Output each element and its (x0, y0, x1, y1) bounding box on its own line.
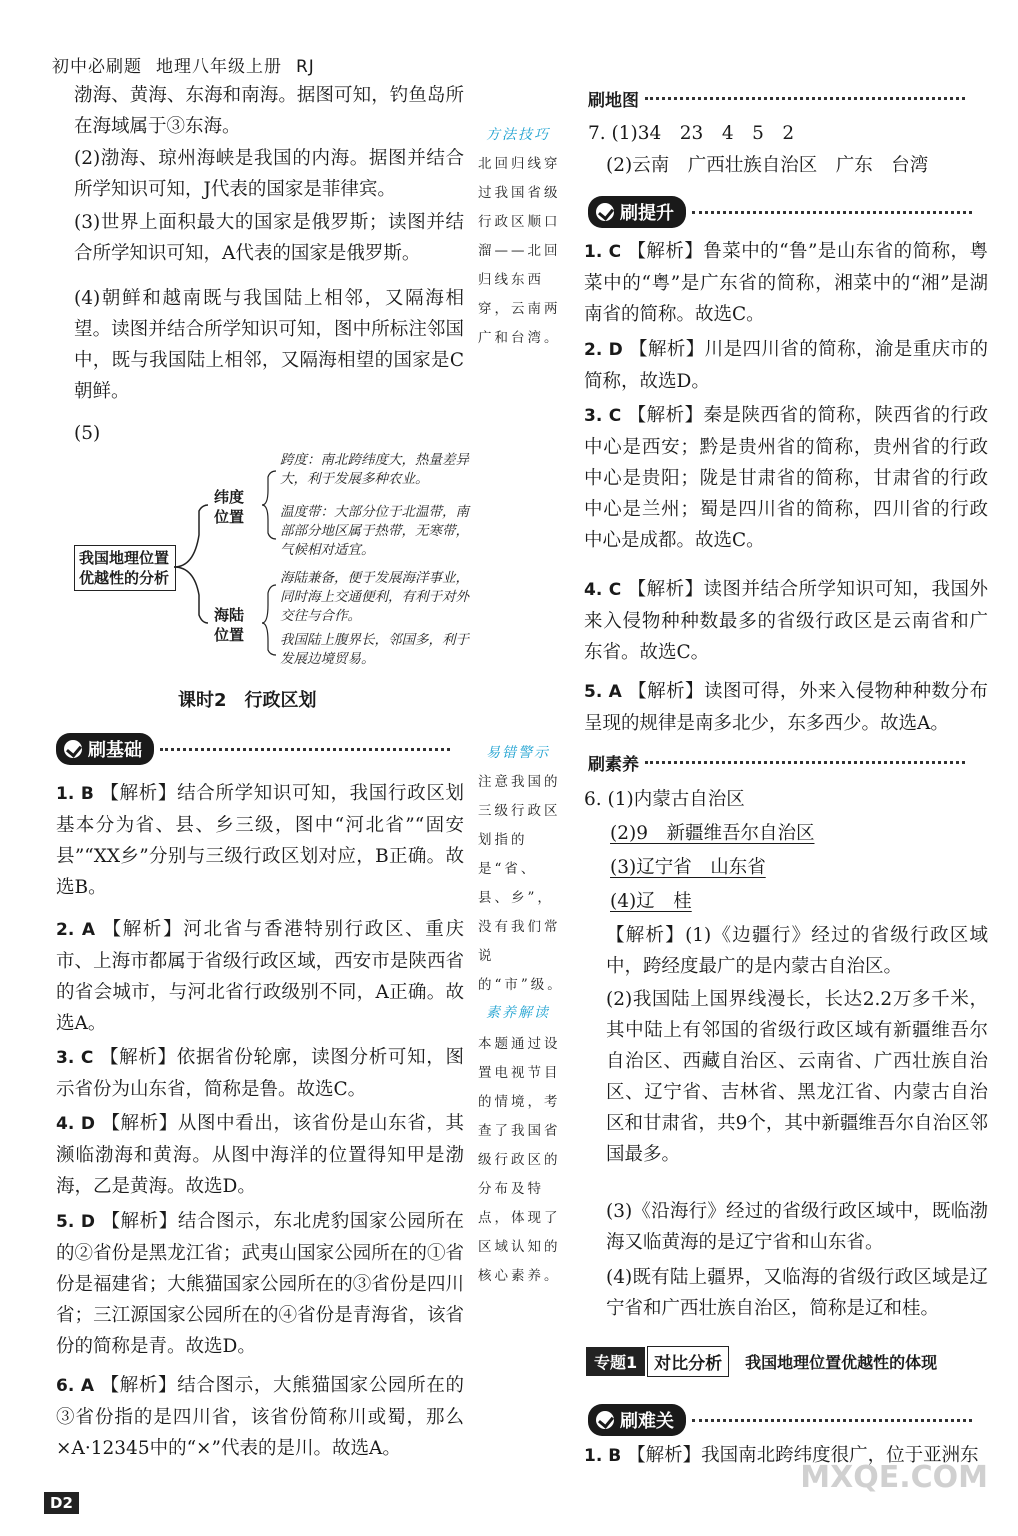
answer-2 (56, 914, 464, 1039)
section-basic-label: 刷基础 (88, 740, 142, 761)
answer-number: 1. B (56, 784, 94, 804)
section-basic (56, 733, 450, 765)
note-sea-access: 海陆兼备，便于发展海洋事业，同时海上交通便利，有利于对外交往与合作。 (280, 570, 469, 624)
para-4: (4)朝鲜和越南既与我国陆上相邻，又隔海相望。读图并结合所学知识可知，图中所标注邻国中，既与我国陆上相邻，又隔海相望的国家是C朝鲜。 (74, 288, 464, 402)
check-icon (596, 1411, 614, 1429)
answer-number: 5. A (584, 682, 622, 702)
improve-2 (584, 334, 988, 397)
answer-7-part1: 7. (1)34 23 4 5 2 (588, 123, 795, 144)
book-name: 初中必刷题 (52, 57, 142, 77)
answer-7-part2: (2)云南 广西壮族自治区 广东 台湾 (606, 155, 929, 176)
answer-number: 2. A (56, 920, 96, 940)
section-improve-label: 刷提升 (620, 203, 674, 224)
page-number: D2 (44, 1492, 79, 1514)
literacy-6-explain-2: (2)我国陆上国界线漫长，长达2.2万多千米，其中陆上有邻国的省级行政区域有新疆维吾尔自治区、西藏自治区、云南省、广西壮族自治区、辽宁省、吉林省、黑龙江省、内蒙古自治区和甘肃省，共9个，其中新疆维吾尔自治区邻国最多。 (606, 989, 988, 1165)
answer-text: 【解析】鲁菜中的“鲁”是山东省的简称，粤菜中的“粤”是广东省的简称，湘菜中的“湘”是湖南省的简称。故选C。 (584, 241, 988, 325)
literacy-6-part1: 6. (1)内蒙古自治区 (584, 789, 745, 810)
answer-5 (56, 1206, 464, 1362)
answer-text: 【解析】结合图示，东北虎豹国家公园所在的②省份是黑龙江省；武夷山国家公园所在的①省份是福建省；大熊猫国家公园所在的③省份是四川省；三江源国家公园所在的④省份是青海省，该省份的简称是青。故选D。 (56, 1211, 464, 1357)
answer-number: 3. C (56, 1048, 94, 1068)
topic-title: 我国地理位置优越性的体现 (745, 1353, 938, 1372)
check-icon (64, 740, 82, 758)
answer-number: 1. B (584, 1446, 622, 1466)
answer-text: 【解析】我国南北跨纬度很广，位于亚洲东 (627, 1445, 979, 1466)
answer-text: 【解析】河北省与香港特别行政区、重庆市、上海市都属于省级行政区域，西安市是陕西省的省会城市，与河北省行政级别不同，A正确。故选A。 (56, 919, 464, 1034)
answer-number: 5. D (56, 1212, 95, 1232)
literacy-6-explain-3: (3)《沿海行》经过的省级行政区域中，既临渤海又临黄海的是辽宁省和山东省。 (606, 1201, 988, 1253)
watermark: MXQE.COM (800, 1460, 988, 1495)
section-hard (588, 1404, 972, 1436)
para-5: (5) (74, 423, 101, 444)
branch-latitude: 纬度位置 (214, 488, 245, 526)
section-literacy-label: 刷素养 (588, 755, 639, 775)
side-note-literacy: 本题通过设置电视节目的情境，考查了我国省级行政区的分布及特点，体现了区域认知的核心素养。 (478, 1036, 561, 1284)
topic-tag: 专题1 (586, 1347, 645, 1376)
topic-type: 对比分析 (647, 1346, 729, 1377)
answer-number: 3. C (584, 406, 622, 426)
mind-map (74, 445, 474, 675)
section-map-label: 刷地图 (588, 91, 639, 111)
para-3: (3)世界上面积最大的国家是俄罗斯；读图并结合所学知识可知，A代表的国家是俄罗斯。 (74, 212, 464, 264)
branch-sea-land: 海陆位置 (214, 606, 245, 644)
answer-number: 1. C (584, 242, 622, 262)
section-hard-label: 刷难关 (620, 1411, 674, 1432)
literacy-6-explain-1: 【解析】(1)《边疆行》经过的省级行政区域中，跨经度最广的是内蒙古自治区。 (606, 925, 988, 977)
side-title-method: 方法技巧 (486, 127, 550, 143)
answer-text: 【解析】从图中看出，该省份是山东省，其濒临渤海和黄海。从图中海洋的位置得知甲是渤海，乙是黄海。故选D。 (56, 1113, 464, 1197)
answer-text: 【解析】秦是陕西省的简称，陕西省的行政中心是西安；黔是贵州省的简称，贵州省的行政中心是贵阳；陇是甘肃省的简称，甘肃省的行政中心是兰州；蜀是四川省的简称，四川省的行政中心是成都。故选C。 (584, 405, 988, 551)
answer-text: 【解析】川是四川省的简称，渝是重庆市的简称，故选D。 (584, 339, 988, 392)
improve-4 (584, 574, 988, 668)
literacy-6-part2: (2)9 新疆维吾尔自治区 (610, 823, 815, 844)
lesson-title: 课时2 行政区划 (178, 690, 317, 711)
literacy-6-part3: (3)辽宁省 山东省 (610, 857, 766, 878)
improve-3 (584, 400, 988, 556)
answer-text: 【解析】结合所学知识可知，我国行政区划基本分为省、县、乡三级，图中“河北省”“固安县”“XX乡”分别与三级行政区划对应，B正确。故选B。 (56, 783, 464, 898)
note-span: 跨度：南北跨纬度大，热量差异大，利于发展多种农业。 (280, 452, 469, 487)
dotted-rule (160, 748, 450, 751)
side-note-warning: 注意我国的三级行政区划指的是“省、县、乡”，没有我们常说的“市”级。 (478, 774, 564, 993)
answer-text: 【解析】读图并结合所学知识可知，我国外来入侵物种种数最多的省级行政区是云南省和广东省。故选C。 (584, 579, 988, 663)
topic-banner (586, 1346, 937, 1377)
improve-1 (584, 236, 988, 330)
answer-4 (56, 1108, 464, 1202)
answer-text: 【解析】依据省份轮廓，读图分析可知，图示省份为山东省，简称是鲁。故选C。 (56, 1047, 464, 1100)
answer-number: 6. A (56, 1376, 95, 1396)
section-improve (588, 196, 972, 228)
improve-5 (584, 676, 988, 739)
answer-number: 4. C (584, 580, 622, 600)
para-2: (2)渤海、琼州海峡是我国的内海。据图并结合所学知识可知，J代表的国家是菲律宾。 (74, 148, 464, 200)
subject: 地理八年级上册 (156, 57, 282, 77)
section-literacy (588, 750, 965, 775)
mind-root: 我国地理位置优越性的分析 (74, 545, 176, 591)
side-title-literacy: 素养解读 (486, 1005, 550, 1021)
answer-6 (56, 1370, 464, 1464)
check-icon (596, 203, 614, 221)
page-header (52, 52, 329, 77)
dotted-rule (692, 1419, 972, 1422)
answer-number: 2. D (584, 340, 623, 360)
side-note-method: 北回归线穿过我国省级行政区顺口溜——北回归线东西穿，云南两广和台湾。 (478, 156, 561, 346)
dotted-rule (692, 211, 972, 214)
section-map (588, 86, 965, 111)
answer-3 (56, 1042, 464, 1105)
para-1: 渤海、黄海、东海和南海。据图可知，钓鱼岛所在海域属于③东海。 (74, 85, 464, 137)
answer-text: 【解析】读图可得，外来入侵物种种数分布呈现的规律是南多北少，东多西少。故选A。 (584, 681, 988, 734)
dotted-rule (645, 761, 965, 764)
edition: RJ (296, 57, 315, 77)
note-temp-zone: 温度带：大部分位于北温带，南部部分地区属于热带，无寒带，气候相对适宜。 (280, 504, 469, 558)
dotted-rule (645, 97, 965, 100)
answer-1 (56, 778, 464, 903)
answer-number: 4. D (56, 1114, 95, 1134)
literacy-6-explain-4: (4)既有陆上疆界，又临海的省级行政区域是辽宁省和广西壮族自治区，简称是辽和桂。 (606, 1267, 988, 1319)
literacy-6-part4: (4)辽 桂 (610, 891, 692, 912)
answer-text: 【解析】结合图示，大熊猫国家公园所在的③省份指的是四川省，该省份简称川或蜀，那么×A·12345中的“×”代表的是川。故选A。 (56, 1375, 464, 1459)
side-title-warning: 易错警示 (486, 745, 550, 761)
note-land-border: 我国陆上腹界长，邻国多，利于发展边境贸易。 (280, 632, 469, 667)
